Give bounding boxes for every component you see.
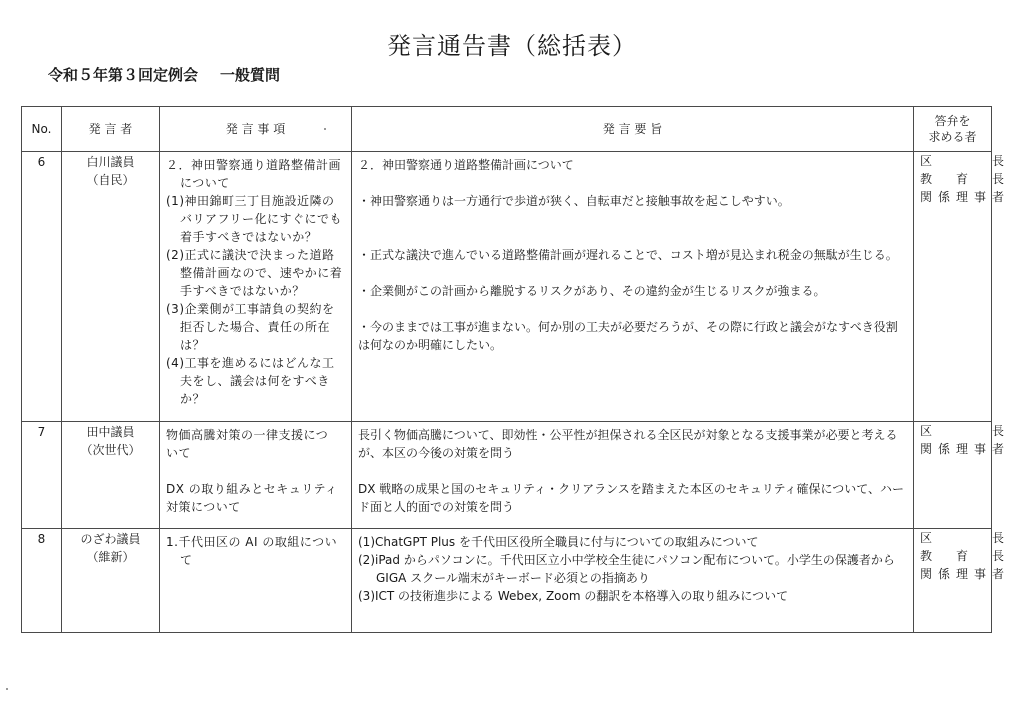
respondent-superintendent: 教 育 長	[920, 549, 1004, 563]
item-line: (2)正式に議決で決まった道路	[166, 248, 335, 262]
document-title: 発言通告書（総括表）	[387, 32, 637, 60]
session-type: 一般質問	[220, 66, 281, 84]
respondent-superintendent: 教 育 長	[920, 172, 1004, 186]
items-cell	[160, 529, 352, 633]
items-cell	[160, 152, 352, 422]
item-line: バリアフリー化にすぐにでも	[180, 212, 343, 226]
row-number: 6	[22, 152, 62, 422]
speaker-cell	[62, 422, 160, 529]
item-line: 手すべきではないか？	[180, 284, 305, 298]
speaker-name: のざわ議員	[80, 532, 141, 546]
item-line: 1.千代田区の AI の取組につい	[166, 535, 338, 549]
table-row	[22, 422, 992, 529]
gist-paragraph: ・今のままでは工事が進まない。何か別の工夫が必要だろうが、その際に行政と議会がなすべき役割は何なのか明確にしたい。	[358, 320, 898, 352]
scan-speck	[6, 688, 8, 690]
gist-paragraph: ２．神田警察通り道路整備計画について	[358, 158, 574, 172]
speaker-party: （維新）	[86, 550, 135, 564]
respondent-officials: 関 係 理 事 者	[920, 190, 1004, 204]
gist-paragraph: (2)iPad からパソコンに。千代田区立小中学校全生徒にパソコン配布について。小学生の保護者から GIGA スクール端末がキーボード必須との指摘あり	[358, 553, 895, 585]
item-line: て	[180, 553, 193, 567]
speaker-name: 白川議員	[86, 155, 135, 169]
respondents-cell	[914, 152, 1004, 422]
gist-paragraph: ・企業側がこの計画から離脱するリスクがあり、その違約金が生じるリスクが強まる。	[358, 284, 826, 298]
document-subtitle	[48, 64, 280, 85]
item-line: DX の取り組みとセキュリティ	[166, 482, 338, 496]
row-number: 7	[22, 422, 62, 529]
gist-paragraph: ・神田警察通りは一方通行で歩道が狭く、自転車だと接触事故を起こしやすい。	[358, 194, 790, 208]
speaker-cell	[62, 529, 160, 633]
item-line: 整備計画なので、速やかに着	[180, 266, 343, 280]
speaker-cell	[62, 152, 160, 422]
item-line: 対策について	[166, 500, 241, 514]
speaker-name: 田中議員	[86, 425, 135, 439]
header-speaker: 発 言 者	[62, 107, 160, 152]
header-no: No.	[22, 107, 62, 152]
header-items: 発 言 事 項	[160, 107, 352, 152]
item-line: か？	[180, 392, 206, 406]
gist-cell	[352, 422, 914, 529]
respondents-cell	[914, 529, 1004, 633]
gist-paragraph: (3)ICT の技術進歩による Webex, Zoom の翻訳を本格導入の取り組みについて	[358, 589, 789, 603]
item-line: は？	[180, 338, 206, 352]
table-row	[22, 529, 992, 633]
respondent-mayor: 区 長	[920, 531, 1004, 545]
session-name: 令和５年第３回定例会	[48, 66, 199, 84]
respondent-mayor: 区 長	[920, 154, 1004, 168]
table-row	[22, 152, 992, 422]
header-gist: 発 言 要 旨	[352, 107, 914, 152]
table-header-row	[22, 107, 992, 152]
speaker-party: （自民）	[86, 173, 135, 187]
item-line: (1)神田錦町三丁目施設近隣の	[166, 194, 335, 208]
gist-paragraph: ・正式な議決で進んでいる道路整備計画が遅れることで、コスト増が見込まれ税金の無駄が生じる。	[358, 248, 898, 262]
gist-paragraph: (1)ChatGPT Plus を千代田区役所全職員に付与についての取組みについて	[358, 535, 759, 549]
item-line: 夫をし、議会は何をすべき	[180, 374, 330, 388]
item-line: いて	[166, 446, 192, 460]
items-cell	[160, 422, 352, 529]
scan-speck	[324, 128, 326, 130]
gist-paragraph: 長引く物価高騰について、即効性・公平性が担保される全区民が対象となる支援事業が必要と考えるが、本区の今後の対策を問う	[358, 428, 898, 460]
respondent-mayor: 区 長	[920, 424, 1004, 438]
item-line: (3)企業側が工事請負の契約を	[166, 302, 335, 316]
item-line: 拒否した場合、責任の所在	[180, 320, 331, 334]
item-line: について	[180, 176, 230, 190]
header-respondent-line1: 答弁を	[934, 114, 971, 128]
item-line: ２．神田警察通り道路整備計画	[166, 158, 342, 172]
item-line: 着手すべきではないか？	[180, 230, 318, 244]
notice-table	[21, 106, 1004, 633]
gist-cell	[352, 529, 914, 633]
row-number: 8	[22, 529, 62, 633]
speaker-party: （次世代）	[80, 443, 141, 457]
header-respondent-line2: 求める者	[928, 130, 977, 144]
item-line: 物価高騰対策の一律支援につ	[166, 428, 329, 442]
gist-cell	[352, 152, 914, 422]
respondent-officials: 関 係 理 事 者	[920, 442, 1004, 456]
gist-paragraph: DX 戦略の成果と国のセキュリティ・クリアランスを踏まえた本区のセキュリティ確保について、ハード面と人的面での対策を問う	[358, 482, 905, 514]
respondents-cell	[914, 422, 1004, 529]
header-respondent	[914, 107, 992, 152]
respondent-officials: 関 係 理 事 者	[920, 567, 1004, 581]
item-line: (4)工事を進めるにはどんな工	[166, 356, 335, 370]
